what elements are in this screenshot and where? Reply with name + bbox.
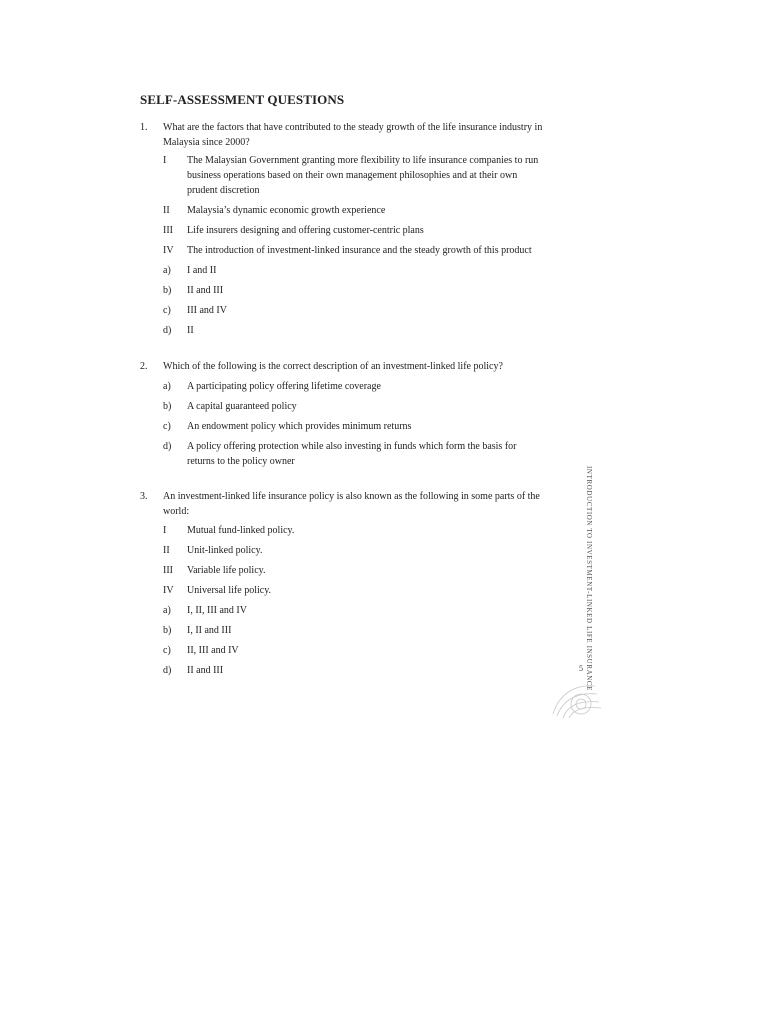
option-label: a) bbox=[163, 605, 171, 616]
option-label: a) bbox=[163, 381, 171, 392]
option-text: I, II, III and IV bbox=[187, 605, 247, 616]
question-text: What are the factors that have contributed to the steady growth of the life insurance industry in Malaysia since 2000? bbox=[163, 122, 543, 148]
statement-text: Universal life policy. bbox=[187, 585, 272, 596]
statement-text: Malaysia’s dynamic economic growth experience bbox=[187, 205, 386, 216]
decorative-watermark-icon bbox=[545, 674, 605, 720]
statement-label: II bbox=[163, 545, 170, 556]
option-text: A policy offering protection while also investing in funds which form the basis for returns to the policy owner bbox=[187, 441, 517, 467]
section-heading: SELF-ASSESSMENT QUESTIONS bbox=[140, 92, 345, 107]
option-text: II and III bbox=[187, 285, 224, 296]
page-number: 5 bbox=[579, 664, 583, 673]
question-text: Which of the following is the correct description of an investment-linked life policy? bbox=[163, 361, 503, 372]
option-text: I and II bbox=[187, 265, 217, 276]
statement-label: III bbox=[163, 225, 173, 236]
option-text: An endowment policy which provides minimum returns bbox=[187, 421, 412, 432]
option-label: c) bbox=[163, 645, 171, 656]
option-text: A participating policy offering lifetime coverage bbox=[187, 381, 381, 392]
option-text: II and III bbox=[187, 665, 224, 676]
option-text: II, III and IV bbox=[187, 645, 239, 656]
statement-label: I bbox=[163, 155, 167, 166]
running-side-title: INTRODUCTION TO INVESTMENT-LINKED LIFE INSURANCE bbox=[585, 466, 593, 692]
question-number: 3. bbox=[140, 491, 148, 502]
option-label: b) bbox=[163, 401, 172, 412]
statement-label: II bbox=[163, 205, 170, 216]
option-label: a) bbox=[163, 265, 171, 276]
option-text: I, II and III bbox=[187, 625, 232, 636]
question-number: 1. bbox=[140, 122, 148, 133]
option-label: d) bbox=[163, 441, 172, 452]
option-text: III and IV bbox=[187, 305, 227, 316]
option-text: A capital guaranteed policy bbox=[187, 401, 297, 412]
option-label: c) bbox=[163, 305, 171, 316]
statement-text: Life insurers designing and offering customer-centric plans bbox=[187, 225, 424, 236]
question-number: 2. bbox=[140, 361, 148, 372]
statement-text: Variable life policy. bbox=[187, 565, 266, 576]
option-label: d) bbox=[163, 325, 172, 336]
option-label: b) bbox=[163, 625, 172, 636]
option-label: c) bbox=[163, 421, 171, 432]
statement-label: I bbox=[163, 525, 167, 536]
statement-text: The Malaysian Government granting more flexibility to life insurance companies to run business operations based on their own management philosophies and at their own prudent discretion bbox=[187, 155, 539, 196]
statement-label: IV bbox=[163, 245, 174, 256]
option-label: d) bbox=[163, 665, 172, 676]
statement-text: Unit-linked policy. bbox=[187, 545, 263, 556]
statement-label: IV bbox=[163, 585, 174, 596]
statement-text: The introduction of investment-linked insurance and the steady growth of this product bbox=[187, 245, 532, 256]
option-label: b) bbox=[163, 285, 172, 296]
question-text: An investment-linked life insurance policy is also known as the following in some parts of the world: bbox=[163, 491, 540, 517]
statement-label: III bbox=[163, 565, 173, 576]
option-text: II bbox=[187, 325, 194, 336]
statement-text: Mutual fund-linked policy. bbox=[187, 525, 295, 536]
